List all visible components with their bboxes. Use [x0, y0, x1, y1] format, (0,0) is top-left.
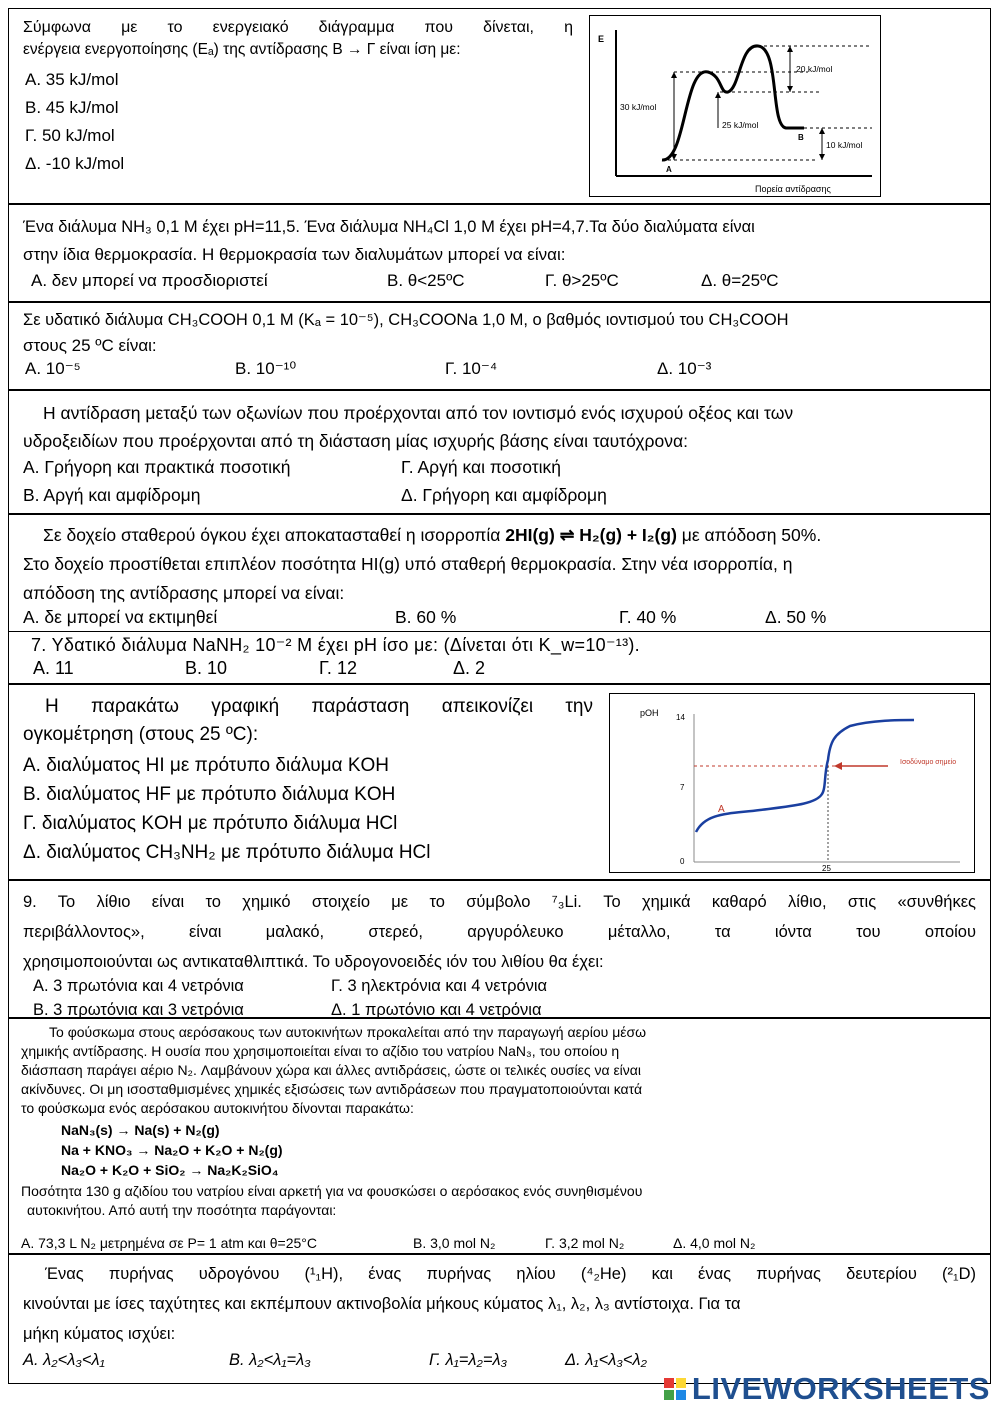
- q9-option-d[interactable]: Δ. 1 πρωτόνιο και 4 νετρόνια: [331, 1001, 542, 1019]
- q9-stem-line-2: περιβάλλοντος», είναι μαλακό, στερεό, αργυρόλευκο μέταλλο, τα ιόντα του οποίου: [23, 923, 976, 941]
- tick-14: 14: [676, 713, 685, 722]
- q4-option-d[interactable]: Δ. Γρήγορη και αμφίδρομη: [401, 485, 607, 505]
- q10-line-1: Το φούσκωμα στους αερόσακους των αυτοκινήτων προκαλείται από την παραγωγή αερίου μέσω: [49, 1024, 647, 1040]
- q10-equation-1: NaN₃(s) → Na(s) + N₂(g): [61, 1122, 220, 1138]
- q8-option-a[interactable]: Α. διαλύματος HI με πρότυπο διάλυμα KOH: [23, 755, 389, 776]
- q5-equation: 2HI(g) ⇌ H₂(g) + I₂(g): [505, 525, 677, 545]
- q7-option-a[interactable]: Α. 11: [33, 658, 74, 678]
- q5-option-d[interactable]: Δ. 50 %: [765, 607, 827, 627]
- q10-line-5: το φούσκωμα ενός αερόσακου αυτοκινήτου δίνονται παρακάτω:: [21, 1100, 414, 1116]
- q1-stem-line-2: ενέργεια ενεργοποίησης (Eₐ) της αντίδρασης Β → Γ είναι ίση με:: [23, 41, 461, 58]
- q1-option-c[interactable]: Γ. 50 kJ/mol: [25, 126, 115, 145]
- q5-stem-line-3: απόδοση της αντίδρασης μπορεί να είναι:: [23, 583, 345, 603]
- q10-equation-3: Na₂O + K₂O + SiO₂ → Na₂K₂SiO₄: [61, 1162, 279, 1178]
- q5-option-a[interactable]: Α. δε μπορεί να εκτιμηθεί: [23, 607, 218, 627]
- energy-diagram-svg: [590, 16, 880, 196]
- question-2: [8, 204, 991, 302]
- energy-diagram: [589, 15, 881, 197]
- tick-25: 25: [822, 864, 831, 872]
- q2-option-b[interactable]: Β. θ<25ºC: [387, 271, 465, 290]
- q3-stem-line-2: στους 25 ºC είναι:: [23, 336, 157, 355]
- question-5: [8, 514, 991, 632]
- q5-stem-text-c: με απόδοση 50%.: [676, 525, 822, 545]
- liveworksheets-logo[interactable]: [664, 1371, 990, 1407]
- q2-option-a[interactable]: Α. δεν μπορεί να προσδιοριστεί: [31, 271, 268, 290]
- q5-option-b[interactable]: Β. 60 %: [395, 607, 457, 627]
- q10-line-3: διάσπαση παράγει αέριο N₂. Λαμβάνουν χώρα και άλλες αντιδράσεις, ώστε οι τελικές ουσίες να είναι: [21, 1062, 641, 1078]
- label-30-kj: 30 kJ/mol: [620, 102, 657, 112]
- q9-option-c[interactable]: Γ. 3 ηλεκτρόνια και 4 νετρόνια: [331, 977, 548, 995]
- q1-stem-line-1: Σύμφωνα με το ενεργειακό διάγραμμα που δίνεται, η: [23, 19, 573, 36]
- q1-option-b[interactable]: Β. 45 kJ/mol: [25, 98, 119, 117]
- q5-stem-text-a: Σε δοχείο σταθερού όγκου έχει αποκατασταθεί η ισορροπία: [43, 525, 506, 545]
- tick-7: 7: [680, 783, 685, 792]
- poh-axis-label: pOH: [640, 708, 659, 718]
- logo-grid-icon: [664, 1378, 686, 1400]
- q11-stem-line-3: μήκη κύματος ισχύει:: [23, 1325, 176, 1343]
- q10-option-c[interactable]: Γ. 3,2 mol N₂: [545, 1235, 625, 1251]
- q1-option-d[interactable]: Δ. -10 kJ/mol: [25, 154, 125, 173]
- label-25-kj: 25 kJ/mol: [722, 120, 759, 130]
- q8-option-b[interactable]: Β. διαλύματος HF με πρότυπο διάλυμα KOH: [23, 784, 396, 805]
- label-20-kj: 20 kJ/mol: [796, 64, 833, 74]
- q3-option-b[interactable]: Β. 10⁻¹⁰: [235, 359, 297, 378]
- q8-option-d[interactable]: Δ. διαλύματος CH₃NH₂ με πρότυπο διάλυμα HCl: [23, 842, 431, 863]
- q5-stem-line-2: Στο δοχείο προστίθεται επιπλέον ποσότητα HI(g) υπό σταθερή θερμοκρασία. Στην νέα ισορροπία, η: [23, 554, 793, 574]
- q9-stem-line-3: χρησιμοποιούνται ως αντικαταθλιπτικά. Το υδρογονοειδές ιόν του λιθίου θα έχει:: [23, 953, 604, 971]
- q8-option-c[interactable]: Γ. διαλύματος KOH με πρότυπο διάλυμα HCl: [23, 813, 398, 834]
- q9-option-b[interactable]: Β. 3 πρωτόνια και 3 νετρόνια: [33, 1001, 244, 1019]
- q9-option-a[interactable]: Α. 3 πρωτόνια και 4 νετρόνια: [33, 977, 244, 995]
- question-10: [8, 1018, 991, 1254]
- q3-stem-line-1: Σε υδατικό διάλυμα CH₃COOH 0,1 M (Kₐ = 10⁻⁵), CH₃COONa 1,0 M, ο βαθμός ιοντισμού του CH₃COOH: [23, 311, 789, 329]
- question-11: [8, 1254, 991, 1384]
- q10-option-d[interactable]: Δ. 4,0 mol N₂: [673, 1235, 756, 1251]
- q7-option-d[interactable]: Δ. 2: [453, 658, 486, 678]
- q2-stem-line-2: στην ίδια θερμοκρασία. Η θερμοκρασία των διαλυμάτων μπορεί να είναι:: [23, 245, 566, 264]
- q7-option-b[interactable]: Β. 10: [185, 658, 228, 678]
- titration-graph-svg: [610, 694, 974, 872]
- q1-option-a[interactable]: Α. 35 kJ/mol: [25, 70, 119, 89]
- q11-option-d[interactable]: Δ. λ₁<λ₃<λ₂: [565, 1351, 647, 1369]
- question-8: [8, 684, 991, 880]
- question-3: [8, 302, 991, 390]
- q11-stem-line-1: Ένας πυρήνας υδρογόνου (¹₁H), ένας πυρήνας ηλίου (⁴₂He) και ένας πυρήνας δευτερίου (²₁D): [45, 1265, 976, 1283]
- q10-option-b[interactable]: Β. 3,0 mol N₂: [413, 1235, 496, 1251]
- q10-after-line-1: Ποσότητα 130 g αζιδίου του νατρίου είναι αρκετή για να φουσκώσει ο αερόσακος ενός συνηθισμένου: [21, 1183, 643, 1199]
- point-a-label: A: [718, 804, 725, 815]
- q10-option-a[interactable]: Α. 73,3 L N₂ μετρημένα σε P= 1 atm και θ=25°C: [21, 1235, 317, 1251]
- q3-option-a[interactable]: Α. 10⁻⁵: [25, 359, 81, 378]
- q10-equation-2: Na + KNO₃ → Na₂O + K₂O + N₂(g): [61, 1142, 283, 1158]
- q2-option-d[interactable]: Δ. θ=25ºC: [701, 271, 779, 290]
- logo-text: LIVEWORKSHEETS: [691, 1371, 990, 1406]
- q4-stem-line-1: Η αντίδραση μεταξύ των οξωνίων που προέρχονται από τον ιοντισμό ενός ισχυρού οξέος και των: [43, 403, 794, 423]
- q3-option-c[interactable]: Γ. 10⁻⁴: [445, 359, 498, 378]
- q4-option-a[interactable]: Α. Γρήγορη και πρακτικά ποσοτική: [23, 457, 291, 477]
- q3-option-d[interactable]: Δ. 10⁻³: [657, 359, 712, 378]
- point-b-label: Β: [798, 133, 804, 142]
- question-4: [8, 390, 991, 514]
- q9-stem-line-1: 9. Το λίθιο είναι το χημικό στοιχείο με το σύμβολο ⁷₃Li. Το χημικά καθαρό λίθιο, στις «συνθήκες: [23, 893, 976, 911]
- titration-graph: [609, 693, 975, 873]
- q11-option-b[interactable]: Β. λ₂<λ₁=λ₃: [229, 1351, 311, 1369]
- q11-option-a[interactable]: Α. λ₂<λ₃<λ₁: [23, 1351, 105, 1369]
- q7-option-c[interactable]: Γ. 12: [319, 658, 357, 678]
- q11-stem-line-2: κινούνται με ίσες ταχύτητες και εκπέμπουν ακτινοβολία μήκους κύματος λ₁, λ₂, λ₃ αντίστοιχα. Για τα: [23, 1295, 741, 1313]
- question-9: [8, 880, 991, 1018]
- q4-option-b[interactable]: Β. Αργή και αμφίδρομη: [23, 485, 201, 505]
- q7-stem: 7. Υδατικό διάλυμα NaNH₂ 10⁻² M έχει pH ίσο με: (Δίνεται ότι K_w=10⁻¹³).: [31, 635, 640, 655]
- q2-stem-line-1: Ένα διάλυμα NH₃ 0,1 Μ έχει pH=11,5. Ένα διάλυμα NH₄Cl 1,0 M έχει pH=4,7.Τα δύο διαλύματα είναι: [23, 218, 755, 236]
- q4-stem-line-2: υδροξειδίων που προέρχονται από τη διάσταση μίας ισχυρής βάσης είναι ταυτόχρονα:: [23, 431, 688, 451]
- q5-stem-line-1: [23, 521, 976, 550]
- label-10-kj: 10 kJ/mol: [826, 140, 863, 150]
- q10-line-2: χημικής αντίδρασης. Η ουσία που χρησιμοποιείται είναι το αζίδιο του νατρίου NaN₃, του οποίου η: [21, 1043, 620, 1059]
- q10-line-4: ακίνδυνες. Οι μη ισοσταθμισμένες χημικές εξισώσεις των αντιδράσεων που πραγματοποιούνται κατά: [21, 1081, 643, 1097]
- reaction-path-label: Πορεία αντίδρασης: [755, 184, 831, 194]
- q10-after-line-2: αυτοκινήτου. Από αυτή την ποσότητα παράγονται:: [27, 1202, 337, 1218]
- tick-0: 0: [680, 857, 685, 866]
- question-1: [8, 8, 991, 204]
- energy-axis-label: E: [598, 34, 605, 44]
- q11-option-c[interactable]: Γ. λ₁=λ₂=λ₃: [429, 1351, 508, 1369]
- q8-stem-line-2: ογκομέτρηση (στους 25 ºC):: [23, 724, 259, 745]
- q4-option-c[interactable]: Γ. Αργή και ποσοτική: [401, 457, 561, 477]
- q2-option-c[interactable]: Γ. θ>25ºC: [545, 271, 619, 290]
- point-a-label: Α: [666, 165, 672, 174]
- q5-option-c[interactable]: Γ. 40 %: [619, 607, 677, 627]
- q8-stem-line-1: Η παρακάτω γραφική παράσταση απεικονίζει την: [45, 696, 593, 717]
- equivalence-point-label: Ισοδύναμο σημείο: [900, 759, 957, 766]
- question-7: [8, 626, 991, 684]
